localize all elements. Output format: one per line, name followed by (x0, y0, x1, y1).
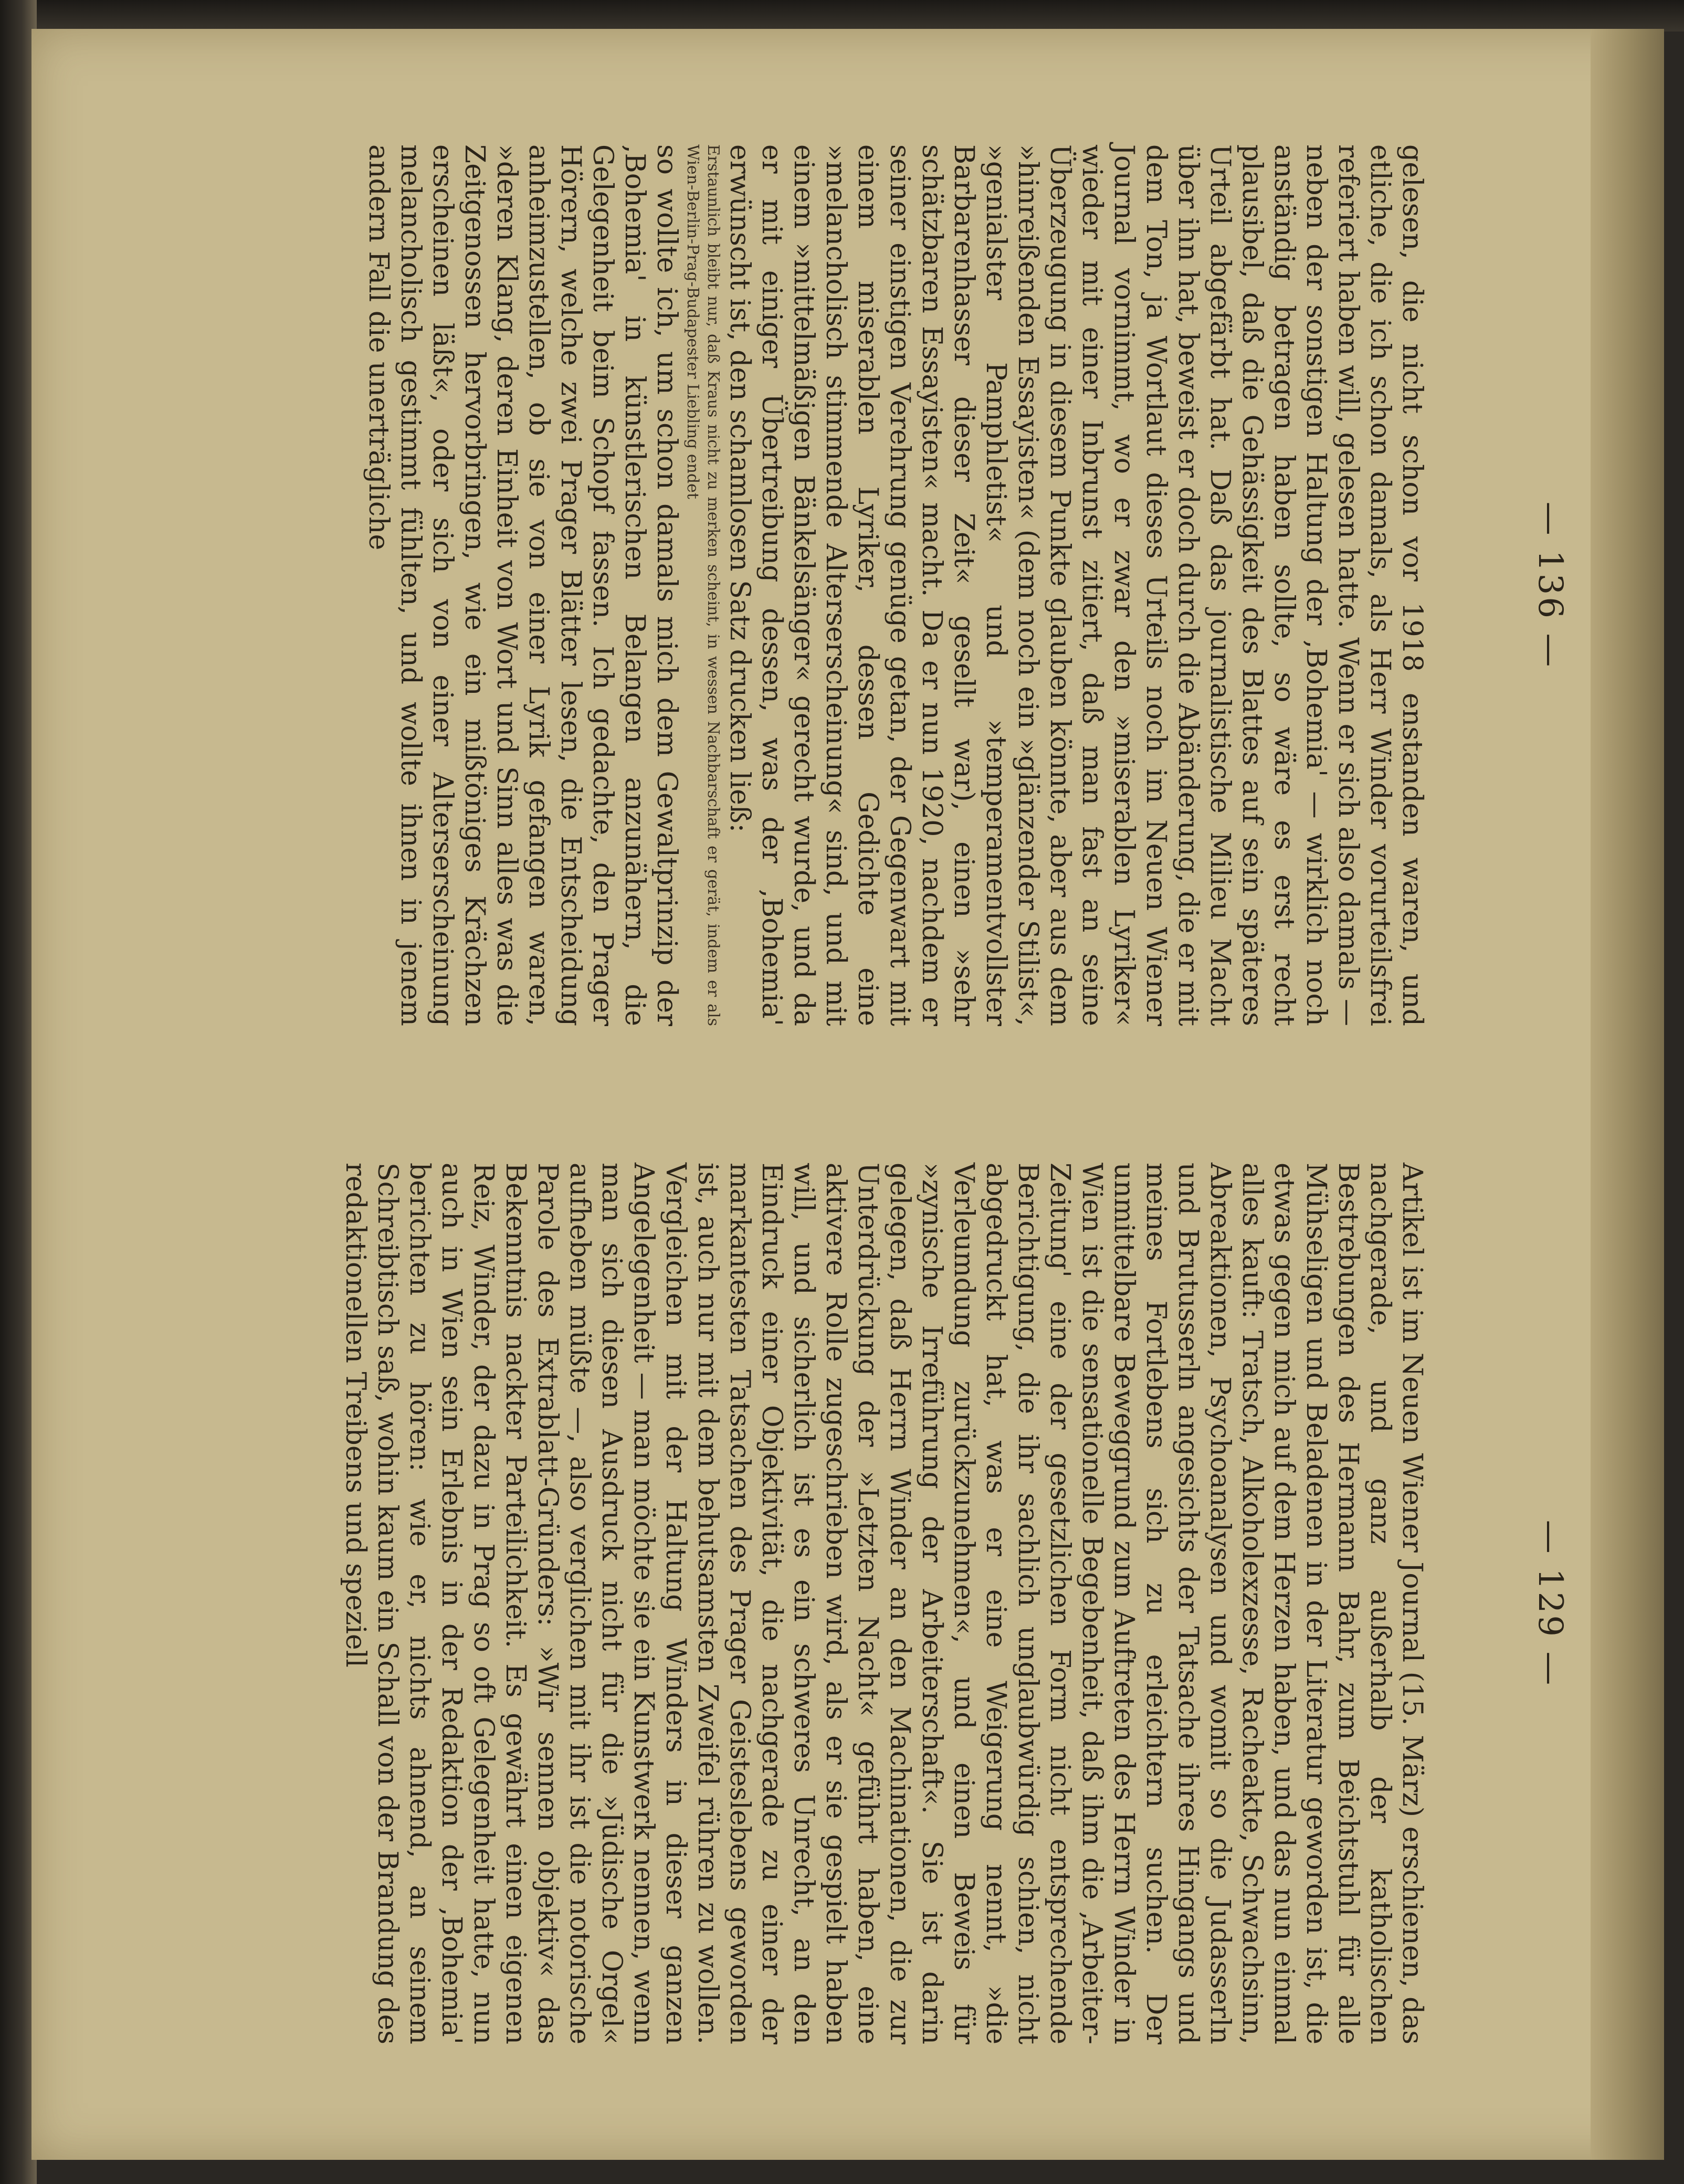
right-paragraph-1: Artikel ist im Neuen Wiener Journal (15. März) erschienen, das nachgerade, und ganz außerhalb der katholischen Bestrebungen des Hermann Bahr, zum Beichtstuhl für alle Mühseligen und Beladenen in der Literatur geworden ist, die etwas gegen mich auf dem Herzen haben, und das nun einmal alles kauft: Tratsch, Alkoholexzesse, Racheakte, Schwachsinn, Abreaktionen, Psychoanalysen und womit so die Judasserln und Brutusserln angesichts der Tatsache ihres Hingangs und meines Fortlebens sich zu erleichtern suchen. Der unmittelbare Beweggrund zum Auftreten des Herrn Winder in Wien ist die sensationelle Begebenheit, daß ihm die ‚Arbeiter-Zeitung' eine der gesetzlichen Form nicht entsprechende Berichtigung, die ihr sachlich unglaubwürdig schien, nicht abgedruckt hat, was er eine Weigerung nennt, »die Verleumdung zurückzunehmen«, und einen Beweis für »zynische Irreführung der Arbeiterschaft«. Sie ist darin gelegen, daß Herrn Winder an den Machinationen, die zur Unterdrückung der »Letzten Nacht« geführt haben, eine aktivere Rolle zugeschrieben wird, als er sie gespielt haben will, und sicherlich ist es ein schweres Unrecht, an den Eindruck einer Objektivität, die nachgerade zu einer der markantesten Tatsachen des Prager Geisteslebens geworden ist, auch nur mit dem behutsamsten Zweifel rühren zu wollen. Vergleichen mit der Haltung Winders in dieser ganzen Angelegenheit — man möchte sie ein Kunstwerk nennen, wenn man sich diesen Ausdruck nicht für die »Jüdische Orgel« aufheben müßte —, also verglichen mit ihr ist die notorische Parole des Extrablatt-Gründers: »Wir sennen objektiv« das Bekenntnis nackter Parteilichkeit. Es gewährt einen eigenen Reiz, Winder, der dazu in Prag so oft Gelegenheit hatte, nun auch in Wien sein Erlebnis in der Redaktion der ‚Bohemia' berichten zu hören: wie er, nichts ahnend, an seinem Schreibtisch saß, wohin kaum ein Schall von der Brandung des redaktionellen Treibens und speziell (340, 1163, 1428, 2044)
left-paragraph-1: gelesen, die nicht schon vor 1918 enstanden waren, und etliche, die ich schon damals, als Herr Winder vorurteilsfrei referiert haben will, gelesen hatte. Wenn er sich also damals — neben der sonstigen Haltung der ‚Bohemia' — wirklich noch anständig betragen haben sollte, so wäre es erst recht plausibel, daß die Gehässigkeit des Blattes auf sein späteres Urteil abgefärbt hat. Daß das journalistische Milieu Macht über ihn hat, beweist er doch durch die Abänderung, die er mit dem Ton, ja Wortlaut dieses Urteils noch im Neuen Wiener Journal vornimmt, wo er zwar den »miserablen Lyriker« wieder mit einer Inbrunst zitiert, daß man fast an seine Überzeugung in diesem Punkte glauben könnte, aber aus dem »hinreißenden Essayisten« (dem noch ein »glänzender Stilist«, »genialster Pamphletist« und »temperamentvollster Barbarenhasser dieser Zeit« gesellt war), einen »sehr schätzbaren Essayisten« macht. Da er nun 1920, nachdem er seiner einstigen Verehrung genüge getan, der Gegenwart mit einem miserablen Lyriker, dessen Gedichte eine »melancholisch stimmende Alterserscheinung« sind, und mit einem »mittelmäßigen Bänkelsänger« gerecht wurde, und da er mit einiger Übertreibung dessen, was der ‚Bohemia' erwünscht ist, den schamlosen Satz drucken ließ: (724, 144, 1428, 1026)
page-spine-edge (1591, 29, 1664, 2160)
scan-background-top (0, 0, 1684, 31)
footnote: Erstaunlich bleibt nur, daß Kraus nicht zu merken scheint, in wessen Nachbarschaft er gerät, indem er als Wien-Berlin-Prag-Budapester Liebling endet (683, 144, 722, 1026)
right-page-text (339, 1163, 1428, 2044)
page-number-136: — 136 — (1531, 501, 1570, 669)
right-page (168, 1163, 1570, 2044)
scanned-page (31, 29, 1664, 2160)
left-paragraph-2: so wollte ich, um schon damals mich dem Gewaltprinzip der ‚Bohemia' in künstlerischen Belangen anzunähern, die Gelegenheit beim Schopf fassen. Ich gedachte, den Prager Hörern, welche zwei Prager Blätter lesen, die Entscheidung anheimzustellen, ob sie von einer Lyrik gefangen waren, »deren Klang, deren Einheit von Wort und Sinn alles was die Zeitgenossen hervorbringen, wie ein mißtöniges Krächzen erscheinen läßt«, oder sich von einer Alterserscheinung melancholisch gestimmt fühlten, und wollte ihnen in jenem andern Fall die unerträgliche (363, 144, 682, 1026)
rotated-spread (0, 39, 1601, 2160)
page-number-129: — 129 — (1531, 1520, 1570, 1687)
left-page-text (362, 144, 1428, 1026)
left-page (168, 144, 1570, 1026)
